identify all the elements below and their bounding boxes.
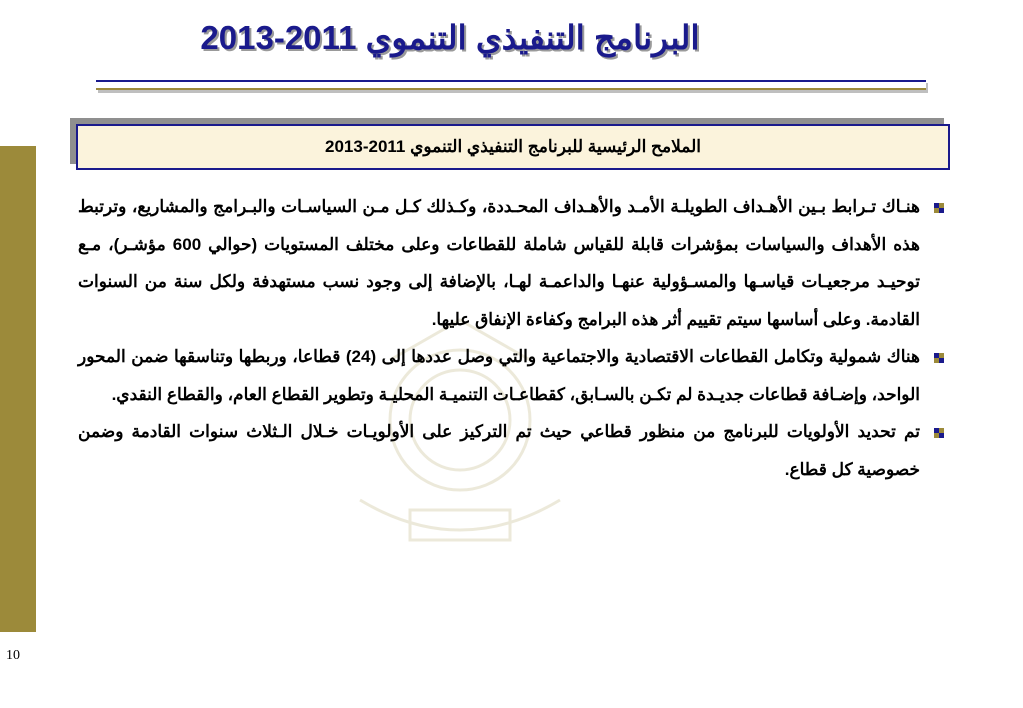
- slide-title: البرنامج التنفيذي التنموي 2011-2013: [200, 19, 700, 56]
- title-divider: [96, 80, 926, 90]
- bullet-text: تم تحديد الأولويات للبرنامج من منظور قطاعي حيث تم التركيز على الأولويـات خـلال الـثلاث سنوات القادمة وضمن خصوصية كل قطاع.: [78, 422, 920, 479]
- bullet-list: [78, 188, 948, 488]
- side-accent-bar: [0, 146, 36, 632]
- page-number: 10: [6, 648, 20, 663]
- square-bullet-icon: [934, 428, 944, 438]
- square-bullet-icon: [934, 353, 944, 363]
- bullet-item: [78, 188, 948, 338]
- bullet-item: [78, 413, 948, 488]
- square-bullet-icon: [934, 203, 944, 213]
- bullet-text: هناك شمولية وتكامل القطاعات الاقتصادية والاجتماعية والتي وصل عددها إلى (24) قطاعا، وربطها وتناسقها ضمن المحور الواحد، وإضـافة قطاعات جديـدة لم تكـن بالسـابق، كقطاعـات التنميـة المحليـة وتطوير القطاع العام، والقطاع النقدي.: [78, 347, 920, 404]
- bullet-item: [78, 338, 948, 413]
- bullet-text: هنـاك تـرابط بـين الأهـداف الطويلـة الأمـد والأهـداف المحـددة، وكـذلك كـل مـن السياسـات والبـرامج والمشاريع، وترتبط هذه الأهداف والسياسات بمؤشرات قابلة للقياس شاملة للقطاعات وعلى مختلف المستويات (حوالي 600 مؤشـر)، مـع توحيـد مرجعيـات قياسـها والمسـؤولية عنهـا والداعمـة لهـا، بالإضافة إلى وجود نسب مستهدفة ولكل سنة من السنوات القادمة. وعلى أساسها سيتم تقييم أثر هذه البرامج وكفاءة الإنفاق عليها.: [78, 197, 920, 329]
- subtitle-box: [76, 124, 950, 170]
- subtitle-text: الملامح الرئيسية للبرنامج التنفيذي التنموي 2011-2013: [324, 137, 702, 156]
